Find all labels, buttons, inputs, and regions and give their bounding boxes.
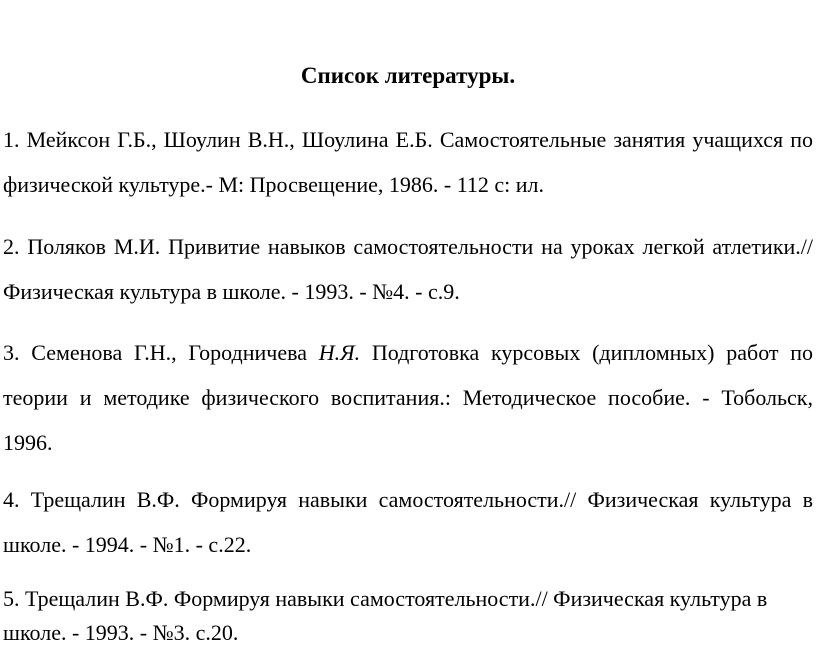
- reference-text: Трещалин В.Ф. Формируя навыки самостоятельности.// Физическая культура в школе. - 1993. - №3. с.20.: [3, 586, 768, 645]
- reference-item-1: [3, 117, 813, 207]
- reference-number: 3.: [3, 340, 20, 365]
- reference-number: 2.: [3, 234, 20, 259]
- reference-author-initials: Н.Я.: [318, 340, 361, 365]
- reference-number: 4.: [3, 487, 20, 512]
- reference-number: 5.: [3, 586, 20, 611]
- reference-item-3: [3, 330, 813, 465]
- reference-text: Подготовка курсовых (дипломных) работ по теории и методике физического воспитания.: Методическое пособие. - Тобольск, 1996.: [3, 340, 814, 455]
- reference-item-2: [3, 224, 813, 314]
- reference-item-4: [3, 477, 813, 567]
- reference-text: Мейксон Г.Б., Шоулин В.Н., Шоулина Е.Б. Самостоятельные занятия учащихся по физической культуре.- М: Просвещение, 1986. - 112 с: ил.: [3, 127, 813, 197]
- reference-item-5: [3, 582, 813, 650]
- reference-text: Поляков М.И. Привитие навыков самостоятельности на уроках легкой атлетики.// Физическая культура в школе. - 1993. - №4. - с.9.: [3, 234, 814, 304]
- reference-authors: Семенова Г.Н., Городничева: [31, 340, 307, 365]
- page-title: Список литературы.: [300, 63, 516, 88]
- reference-number: 1.: [3, 127, 20, 152]
- reference-text: Трещалин В.Ф. Формируя навыки самостоятельности.// Физическая культура в школе. - 1994. - №1. - с.22.: [3, 487, 813, 557]
